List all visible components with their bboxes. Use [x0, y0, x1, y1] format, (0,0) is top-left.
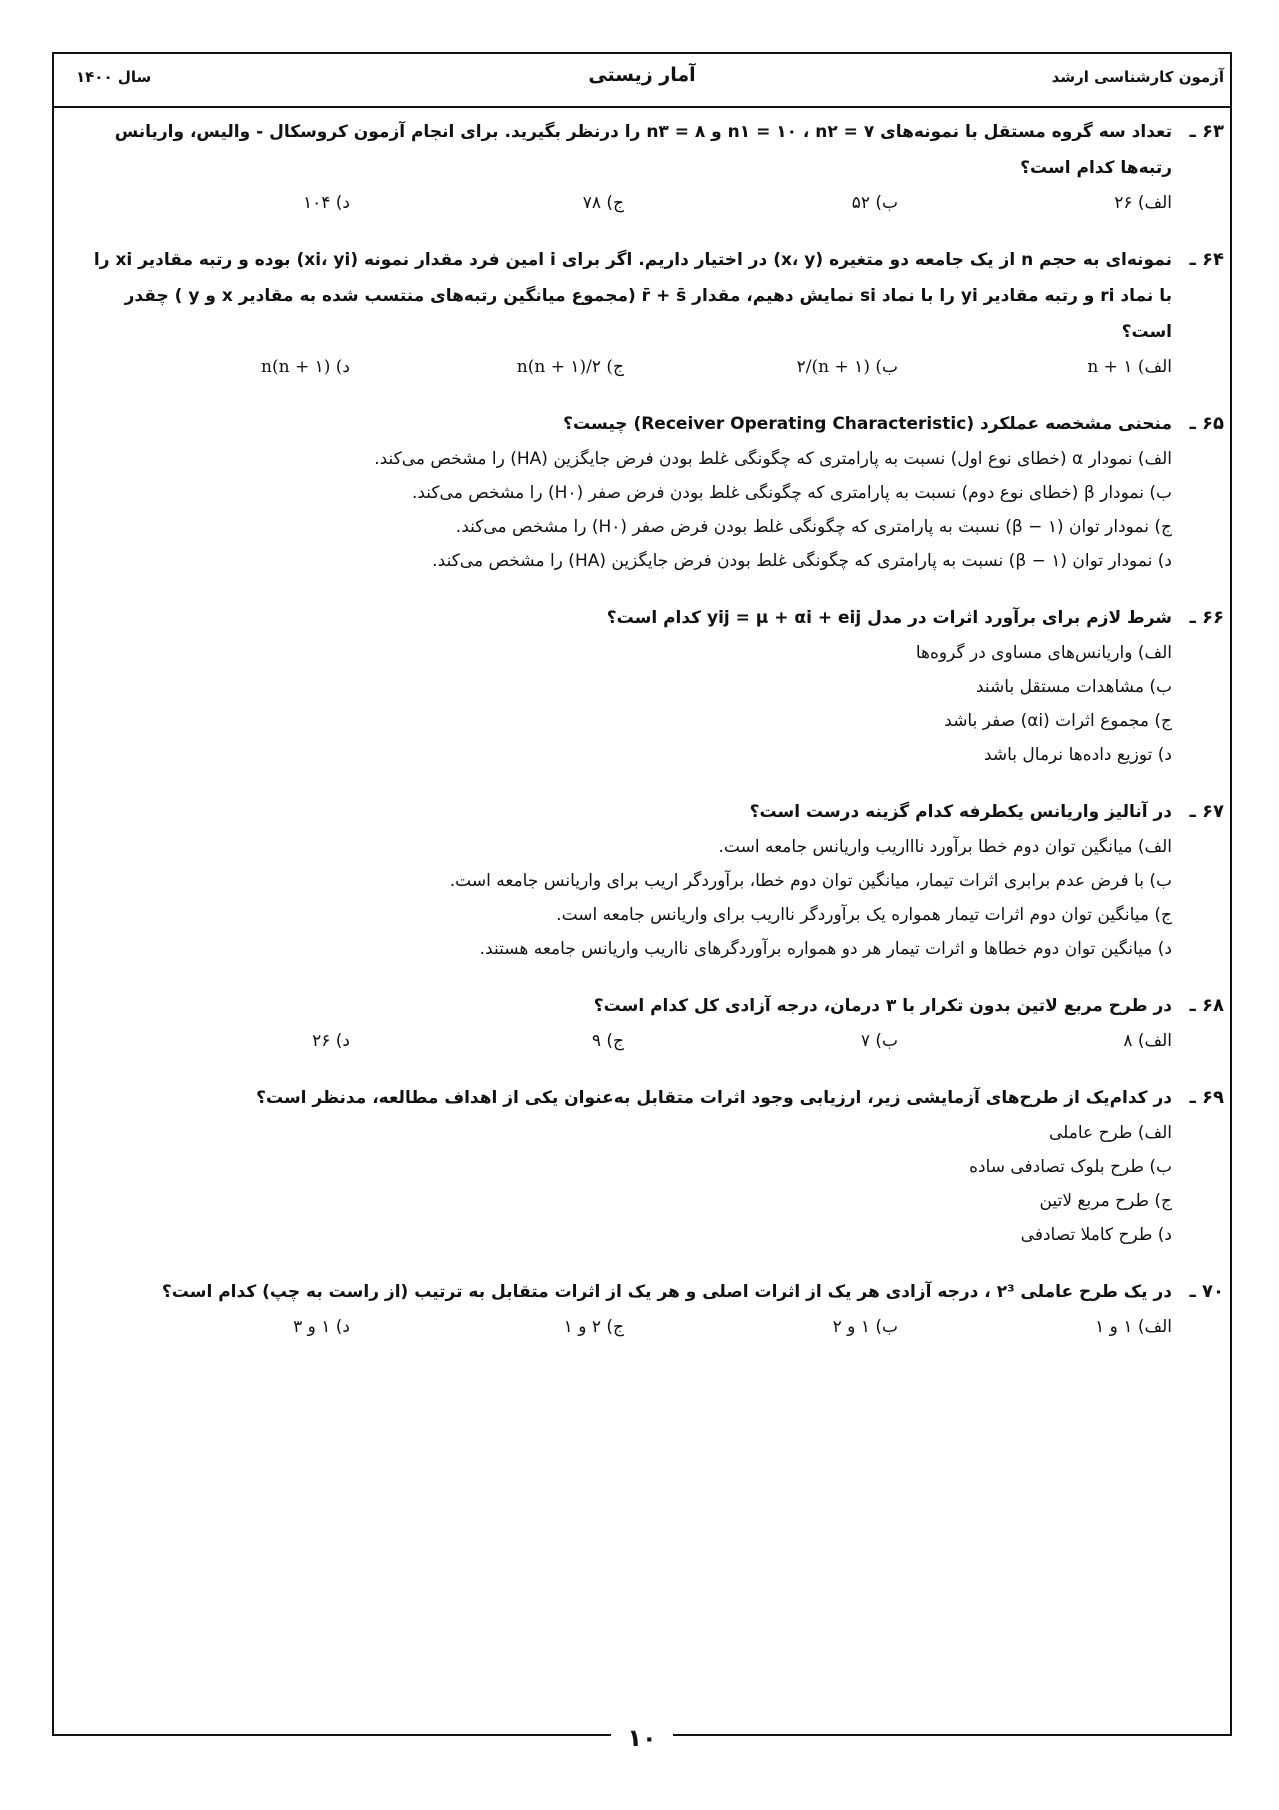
exam-year: سال ۱۴۰۰	[76, 68, 152, 86]
subject-title: آمار زیستی	[588, 64, 696, 86]
option-d[interactable]: د) n(n + ۱)	[261, 357, 350, 377]
option-c[interactable]: ج) مجموع اثرات (αi) صفر باشد	[944, 711, 1172, 731]
option-d[interactable]: د) طرح کاملا تصادفی	[1020, 1225, 1172, 1245]
option-c[interactable]: ج) میانگین توان دوم اثرات تیمار همواره یک برآوردگر نااریب برای واریانس جامعه است.	[556, 905, 1172, 925]
options-row	[76, 1310, 1224, 1344]
question-stem: ۶۸ ـ در طرح مربع لاتین بدون تکرار با ۳ درمان، درجه آزادی کل کدام است؟	[76, 988, 1224, 1024]
option-d[interactable]: د) میانگین توان دوم خطاها و اثرات تیمار هر دو همواره برآوردگرهای نااریب واریانس جامعه هستند.	[479, 939, 1172, 959]
question-stem: ۶۵ ـ منحنی مشخصه عملکرد (Receiver Operating Characteristic) چیست؟	[76, 406, 1224, 442]
option-a[interactable]: الف) طرح عاملی	[1048, 1123, 1172, 1143]
option-c[interactable]: ج) نمودار توان (۱ − β) نسبت به پارامتری که چگونگی غلط بودن فرض صفر (H۰) را مشخص می‌کند.	[455, 517, 1172, 537]
options-row	[76, 350, 1224, 384]
question-64	[76, 242, 1224, 384]
option-d[interactable]: د) ۱۰۴	[302, 193, 350, 213]
option-c[interactable]: ج) ۹	[591, 1031, 624, 1051]
question-number: ۶۸ ـ	[1189, 995, 1224, 1016]
option-d[interactable]: د) نمودار توان (۱ − β) نسبت به پارامتری که چگونگی غلط بودن فرض جایگزین (HA) را مشخص می‌کند.	[432, 551, 1172, 571]
option-b[interactable]: ب) ۷	[860, 1031, 898, 1051]
option-b[interactable]: ب) ۵۲	[851, 193, 898, 213]
option-b[interactable]: ب) با فرض عدم برابری اثرات تیمار، میانگین توان دوم خطا، برآوردگر اریب برای واریانس جامعه است.	[449, 871, 1172, 891]
question-63	[76, 114, 1224, 220]
page-number: ۱۰	[611, 1724, 672, 1752]
option-a[interactable]: الف) ۱ و ۱	[1095, 1317, 1172, 1337]
question-67	[76, 794, 1224, 966]
options-list	[76, 442, 1224, 578]
option-b[interactable]: ب) نمودار β (خطای نوع دوم) نسبت به پارامتری که چگونگی غلط بودن فرض صفر (H۰) را مشخص می‌کند.	[411, 483, 1172, 503]
question-number: ۶۹ ـ	[1189, 1087, 1224, 1108]
question-stem: ۷۰ ـ در یک طرح عاملی ۲³ ، درجه آزادی هر یک از اثرات اصلی و هر یک از اثرات متقابل به ترتیب (از راست به چپ) کدام است؟	[76, 1274, 1224, 1310]
options-list	[76, 830, 1224, 966]
question-number: ۶۶ ـ	[1189, 607, 1224, 628]
option-a[interactable]: الف) ۸	[1123, 1031, 1172, 1051]
question-number: ۶۳ ـ	[1189, 121, 1224, 142]
option-c[interactable]: ج) طرح مربع لاتین	[1039, 1191, 1172, 1211]
page-footer	[54, 1724, 1230, 1752]
question-70	[76, 1274, 1224, 1344]
option-a[interactable]: الف) ۲۶	[1114, 193, 1172, 213]
option-c[interactable]: ج) ۲ و ۱	[563, 1317, 624, 1337]
options-list	[76, 636, 1224, 772]
question-66	[76, 600, 1224, 772]
question-number: ۶۷ ـ	[1189, 801, 1224, 822]
options-list	[76, 1116, 1224, 1252]
question-stem: ۶۹ ـ در کدام‌یک از طرح‌های آزمایشی زیر، ارزیابی وجود اثرات متقابل به‌عنوان یکی از اهداف مطالعه، مدنظر است؟	[76, 1080, 1224, 1116]
option-b[interactable]: ب) مشاهدات مستقل باشند	[976, 677, 1172, 697]
page-frame	[52, 52, 1232, 1752]
question-69	[76, 1080, 1224, 1252]
option-a[interactable]: الف) واریانس‌های مساوی در گروه‌ها	[915, 643, 1172, 663]
option-c[interactable]: ج) ۷۸	[582, 193, 624, 213]
question-65	[76, 406, 1224, 578]
question-stem: ۶۳ ـ تعداد سه گروه مستقل با نمونه‌های n۱ = ۱۰ ، n۲ = ۷ و n۳ = ۸ را درنظر بگیرید. برای انجام آزمون کروسکال - والیس، واریانس رتبه‌ها کدام است؟	[76, 114, 1224, 186]
option-d[interactable]: د) توزیع داده‌ها نرمال باشد	[983, 745, 1172, 765]
questions-container	[76, 114, 1224, 1366]
option-c[interactable]: ج) n(n + ۱)/۲	[516, 357, 624, 377]
question-stem: ۶۶ ـ شرط لازم برای برآورد اثرات در مدل yij = μ + αi + eij کدام است؟	[76, 600, 1224, 636]
option-d[interactable]: د) ۲۶	[312, 1031, 350, 1051]
option-a[interactable]: الف) میانگین توان دوم خطا برآورد ناااریب واریانس جامعه است.	[718, 837, 1172, 857]
option-a[interactable]: الف) n + ۱	[1087, 357, 1172, 377]
question-number: ۶۵ ـ	[1189, 413, 1224, 434]
options-row	[76, 186, 1224, 220]
option-b[interactable]: ب) ۱ و ۲	[832, 1317, 898, 1337]
question-stem: ۶۷ ـ در آنالیز واریانس یکطرفه کدام گزینه درست است؟	[76, 794, 1224, 830]
option-b[interactable]: ب) (n + ۱)/۲	[796, 357, 898, 377]
question-stem: ۶۴ ـ نمونه‌ای به حجم n از یک جامعه دو متغیره (x، y) در اختیار داریم. اگر برای i امین فرد مقدار نمونه (xi، yi) بوده و رتبه مقادیر xi را با نماد ri و رتبه مقادیر yi را با نماد si نمایش دهیم، مقدار r̄ + s̄ (مجموع میانگین رتبه‌های منتسب شده به مقادیر x و y ) چقدر است؟	[76, 242, 1224, 350]
question-68	[76, 988, 1224, 1058]
option-d[interactable]: د) ۱ و ۳	[293, 1317, 350, 1337]
exam-name: آزمون کارشناسی ارشد	[1051, 68, 1224, 86]
question-number: ۷۰ ـ	[1189, 1281, 1224, 1302]
question-number: ۶۴ ـ	[1189, 249, 1224, 270]
option-a[interactable]: الف) نمودار α (خطای نوع اول) نسبت به پارامتری که چگونگی غلط بودن فرض جایگزین (HA) را مشخص می‌کند.	[374, 449, 1172, 469]
options-row	[76, 1024, 1224, 1058]
page-header	[54, 54, 1230, 108]
option-b[interactable]: ب) طرح بلوک تصادفی ساده	[969, 1157, 1172, 1177]
